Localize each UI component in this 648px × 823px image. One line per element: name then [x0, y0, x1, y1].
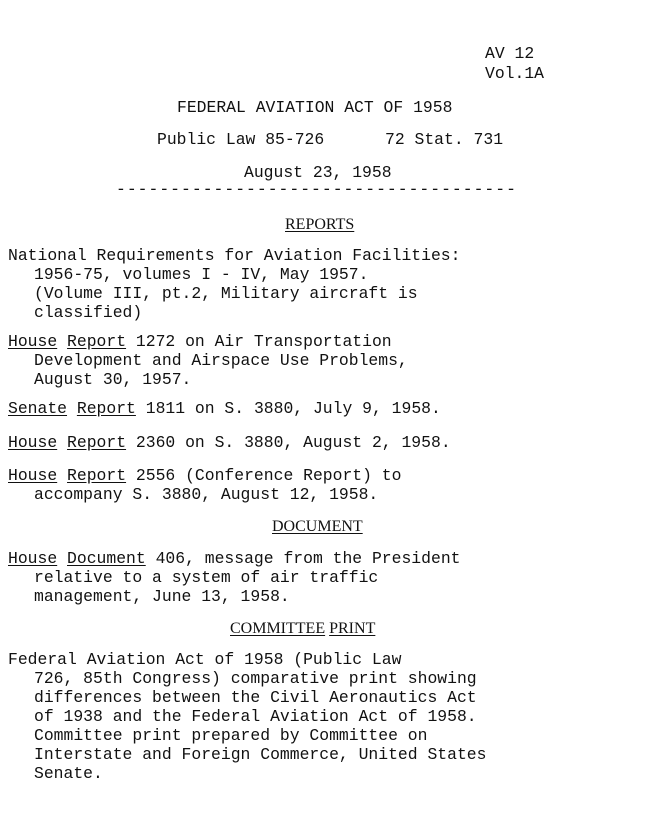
entry-prefix: House — [8, 433, 58, 452]
committee-print-heading — [230, 619, 375, 638]
entry-label: Report — [76, 399, 136, 418]
entry-line: Senate. — [34, 764, 103, 783]
entry-line: differences between the Civil Aeronautics Act — [34, 688, 477, 707]
document-title: FEDERAL AVIATION ACT OF 1958 — [177, 98, 453, 117]
entry-label: Document — [67, 549, 146, 568]
entry-prefix: House — [8, 466, 58, 485]
entry-line: 726, 85th Congress) comparative print showing — [34, 669, 477, 688]
entry-committee-print — [8, 650, 588, 783]
reports-heading: REPORTS — [285, 216, 355, 233]
entry-house-report-1272 — [8, 332, 588, 389]
entry-house-report-2360 — [8, 433, 588, 452]
entry-line: 2360 on S. 3880, August 2, 1958. — [126, 433, 451, 452]
entry-label: Report — [67, 433, 127, 452]
entry-line: Federal Aviation Act of 1958 (Public Law — [8, 650, 402, 669]
entry-line: (Volume III, pt.2, Military aircraft is — [34, 284, 418, 303]
entry-prefix: Senate — [8, 399, 68, 418]
header-divider: ------------------------------------- — [116, 180, 517, 199]
entry-line: Development and Airspace Use Problems, — [34, 351, 408, 370]
entry-line: relative to a system of air traffic — [34, 568, 379, 587]
entry-house-report-2556 — [8, 466, 588, 504]
statute-citation: 72 Stat. 731 — [385, 130, 504, 149]
print-heading-word: PRINT — [329, 620, 376, 637]
entry-line: 1956-75, volumes I - IV, May 1957. — [34, 265, 369, 284]
entry-line: 1811 on S. 3880, July 9, 1958. — [135, 399, 441, 418]
entry-prefix: House — [8, 332, 58, 351]
entry-house-document-406 — [8, 549, 588, 606]
entry-line: August 30, 1957. — [34, 370, 192, 389]
entry-label: Report — [67, 466, 127, 485]
entry-label: Report — [67, 332, 127, 351]
entry-national-requirements — [8, 246, 588, 322]
enactment-date: August 23, 1958 — [244, 163, 392, 182]
entry-line: 406, message from the President — [145, 549, 461, 568]
entry-line: Committee print prepared by Committee on — [34, 726, 428, 745]
entry-line: accompany S. 3880, August 12, 1958. — [34, 485, 379, 504]
committee-heading-word: COMMITTEE — [230, 620, 326, 637]
entry-senate-report-1811 — [8, 399, 588, 418]
entry-line: of 1938 and the Federal Aviation Act of 1958. — [34, 707, 477, 726]
document-heading: DOCUMENT — [272, 518, 363, 535]
public-law: Public Law 85-726 — [157, 130, 325, 149]
entry-line: National Requirements for Aviation Facilities: — [8, 246, 461, 265]
entry-line: Interstate and Foreign Commerce, United States — [34, 745, 487, 764]
entry-prefix: House — [8, 549, 58, 568]
document-code: AV 12 — [485, 44, 535, 63]
entry-line: 1272 on Air Transportation — [126, 332, 392, 351]
entry-line: 2556 (Conference Report) to — [126, 466, 402, 485]
volume-label: Vol.1A — [485, 64, 545, 83]
entry-line: management, June 13, 1958. — [34, 587, 290, 606]
entry-line: classified) — [34, 303, 143, 322]
